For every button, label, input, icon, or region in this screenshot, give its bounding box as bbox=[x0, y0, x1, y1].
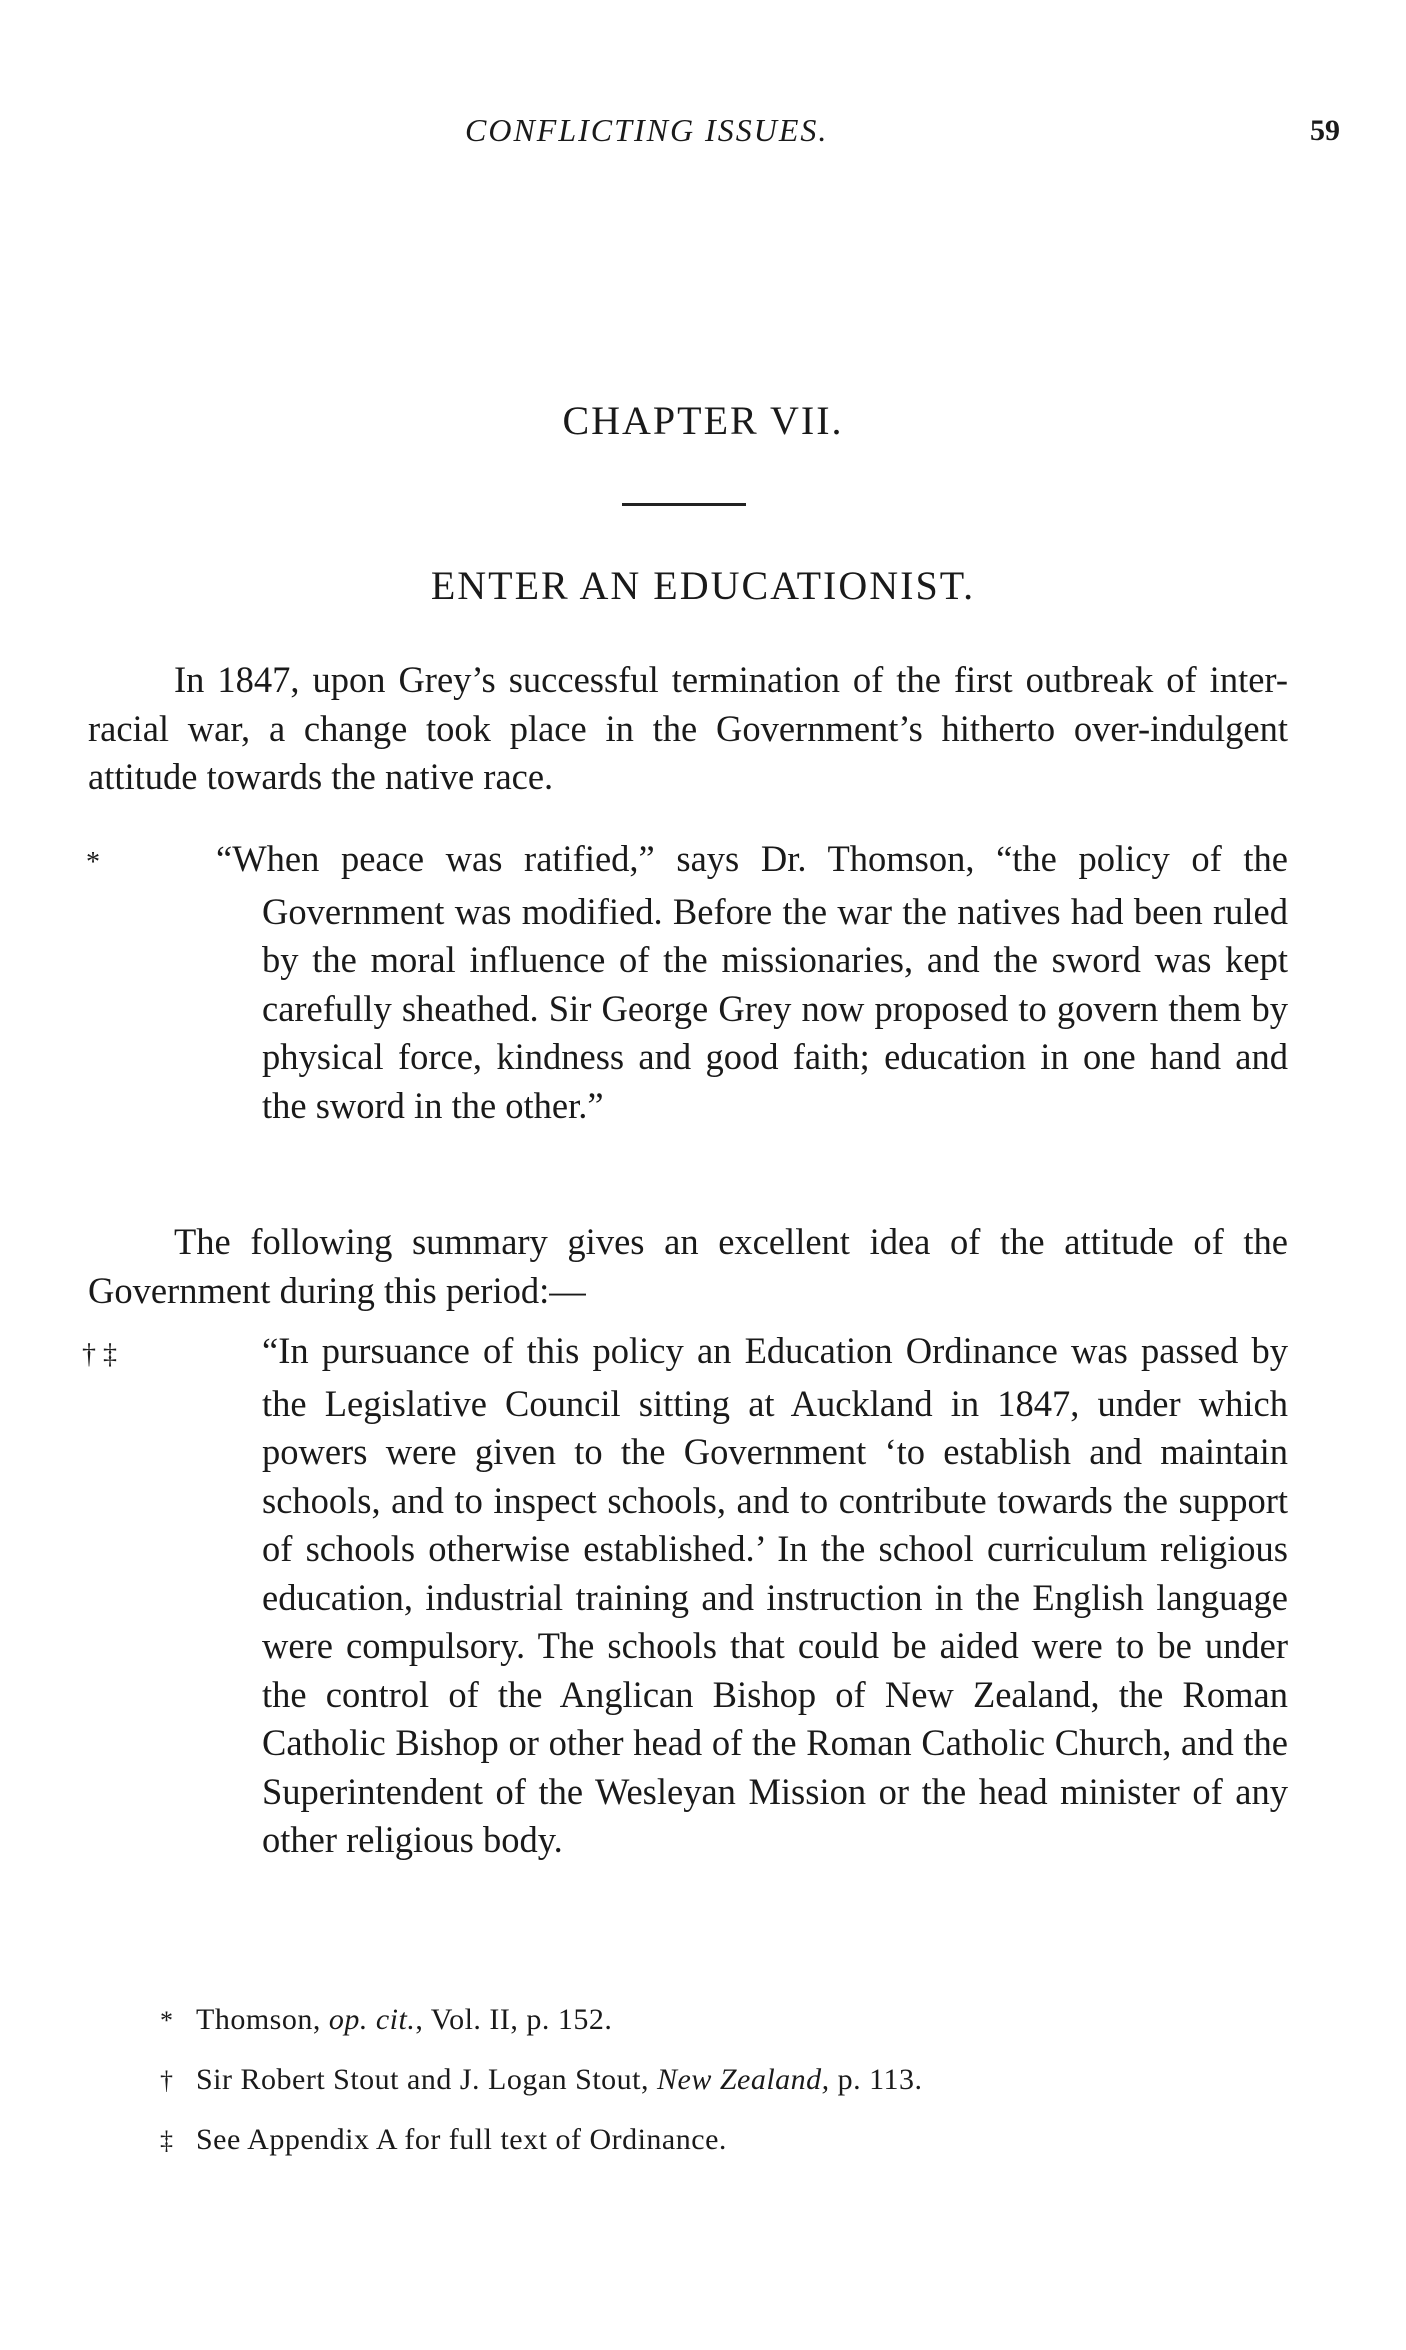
footnote-2-post: p. 113. bbox=[829, 2063, 923, 2096]
footnote-2-marker: † bbox=[160, 2066, 174, 2095]
chapter-title: ENTER AN EDUCATIONIST. bbox=[430, 563, 976, 608]
footnote-1-post: , Vol. II, p. 152. bbox=[415, 2003, 613, 2036]
footnote-1-marker: * bbox=[160, 2006, 174, 2035]
running-head bbox=[90, 112, 1340, 162]
footnote-1-pre: Thomson, bbox=[196, 2003, 329, 2036]
body-paragraph-1: In 1847, upon Grey’s successful termination of the first outbreak of inter-racial war, a change took place in the Government’s hitherto over-indulgent attitude towards the native race. bbox=[88, 659, 1288, 797]
body-paragraph-2: The following summary gives an excellent idea of the attitude of the Government during this period:— bbox=[88, 1221, 1288, 1311]
footnote-3 bbox=[160, 2121, 1290, 2160]
block-quote-2-text: “In pursuance of this policy an Education Ordinance was passed by the Legislative Council sitting at Auckland in 1847, under which powers were given to the Government ‘to establish and maintain schools, and to inspect schools, and to contribute towards the support of schools otherwise established.’ In the school curriculum religious education, industrial training and instruction in the English language were compulsory. The schools that could be aided were to be under the control of the Anglican Bishop of New Zealand, the Roman Catholic Bishop or other head of the Roman Catholic Church, and the Superintendent of the Wesleyan Mission or the head minister of any other religious body. bbox=[262, 1330, 1288, 1860]
footnote-1-italic: op. cit. bbox=[328, 2003, 416, 2036]
footnote-2 bbox=[160, 2061, 1290, 2100]
footnote-3-text: See Appendix A for full text of Ordinance. bbox=[196, 2123, 727, 2156]
footnote-3-marker: ‡ bbox=[160, 2126, 174, 2155]
block-quote-2 bbox=[82, 1327, 1288, 1865]
footnote-marker-dagger: † ‡ bbox=[82, 1339, 117, 1370]
footnote-2-pre: Sir Robert Stout and J. Logan Stout, bbox=[196, 2063, 657, 2096]
chapter-divider-rule bbox=[622, 503, 746, 506]
footnote-marker-asterisk: * bbox=[86, 847, 100, 878]
page-number: 59 bbox=[1310, 114, 1340, 147]
block-quote-1-text: “When peace was ratified,” says Dr. Thomson, “the policy of the Government was modified. Before the war the natives had been ruled by the moral influence of the missionaries, and the sword was kept carefully sheathed. Sir George Grey now proposed to govern them by physical force, kindness and good faith; education in one hand and the sword in the other.” bbox=[216, 838, 1288, 1126]
footnote-1 bbox=[160, 2001, 1290, 2040]
chapter-number: CHAPTER VII. bbox=[562, 398, 844, 443]
block-quote-1 bbox=[86, 835, 1288, 1130]
footnote-2-italic: New Zealand, bbox=[657, 2063, 830, 2096]
running-head-title: CONFLICTING ISSUES. bbox=[465, 112, 829, 148]
footnotes bbox=[160, 2001, 1290, 2181]
